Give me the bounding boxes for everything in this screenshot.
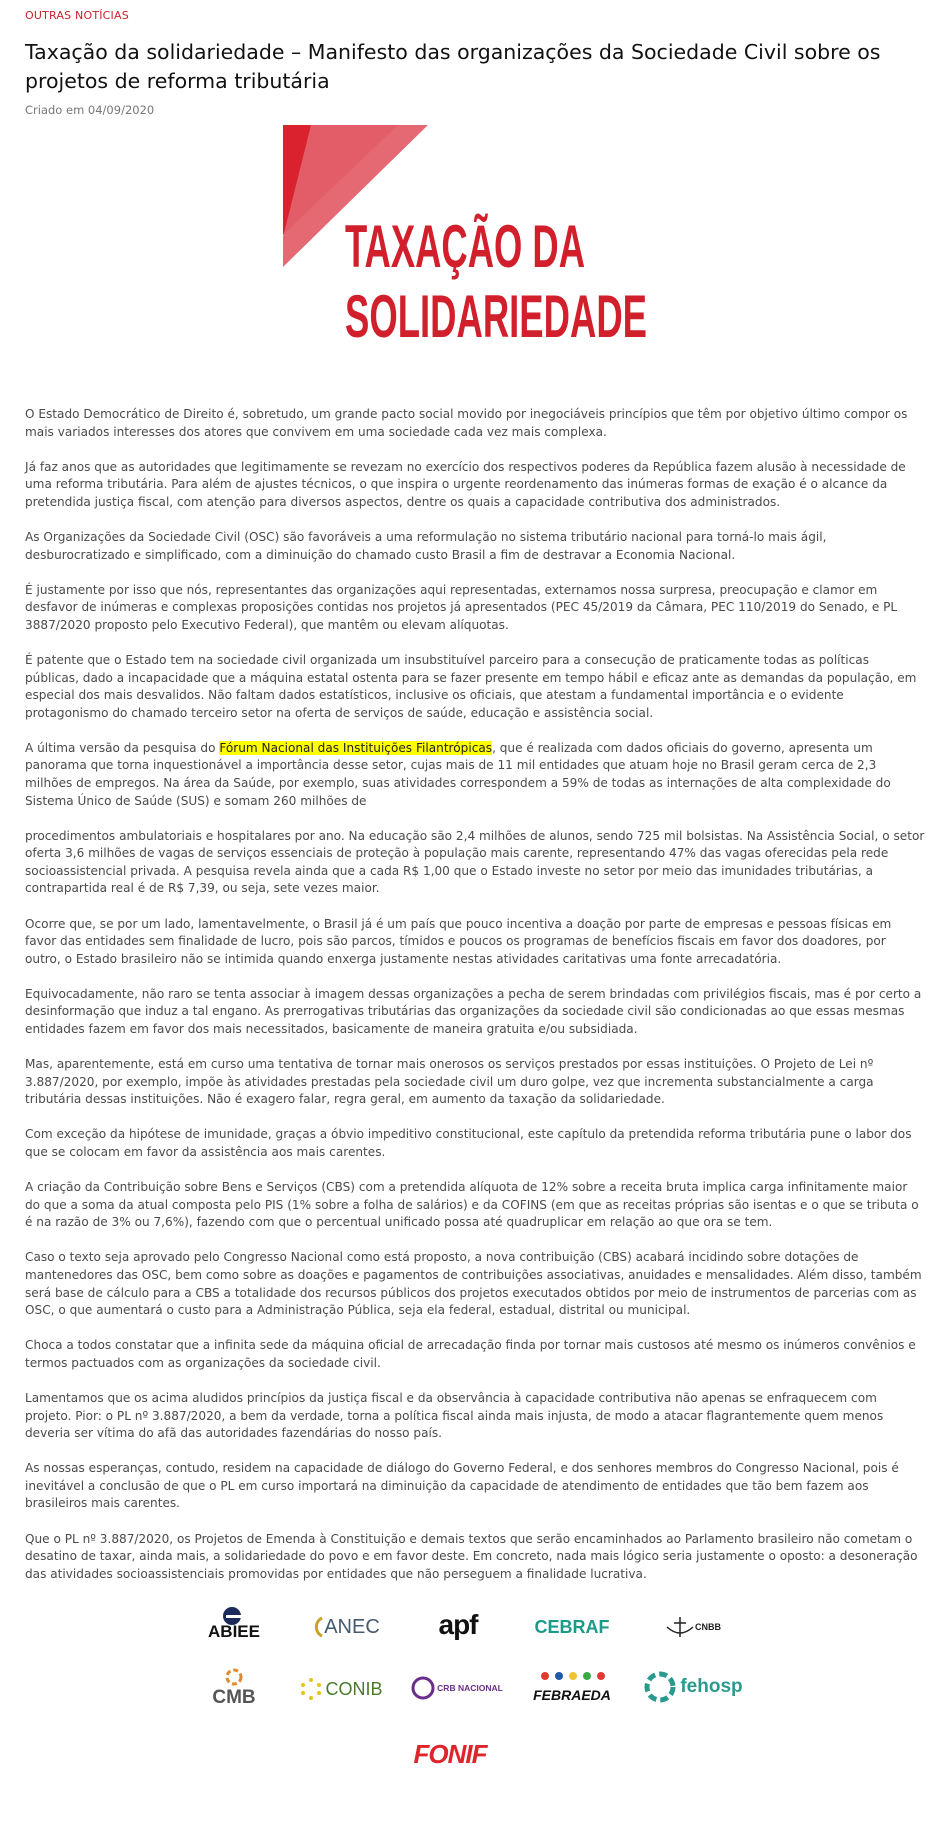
paragraph: Caso o texto seja aprovado pelo Congresso Nacional como está proposto, a nova contribuição (CBS) acabará incidindo sobre dotações de mantenedores das OSC, bem como sobre as doações e pagamentos de contribuições associativas, anuidades e mensalidades. Além disso, também será base de cálculo para a CBS a totalidade dos recursos públicos dos projetos executados obtidos por meio de instrumentos de parcerias com as OSC, o que aumentará o custo para a Administração Pública, seja ela federal, estadual, distrital ou municipal. — [25, 1250, 922, 1318]
logo-cmb: CMB — [206, 1662, 262, 1714]
paragraph: Que o PL nº 3.887/2020, os Projetos de Emenda à Constituição e demais textos que serão encaminhados ao Parlamento brasileiro não cometam o desatino de taxar, ainda mais, a solidariedade do povo e em favor deste. Em concreto, nada mais lógico seria justamente o oposto: a desoneração das atividades socioassistenciais promovidas por entidades que não perseguem a finalidade lucrativa. — [25, 1531, 918, 1581]
paragraph — [25, 740, 925, 810]
cmb-flower-icon — [223, 1667, 245, 1687]
paragraph: Com exceção da hipótese de imunidade, graças a óbvio impeditivo constitucional, este capítulo da pretendida reforma tributária pune o labor dos que se colocam em favor da assistência aos mais carentes. — [25, 1127, 912, 1159]
paragraph: O Estado Democrático de Direito é, sobretudo, um grande pacto social movido por inegociáveis princípios que têm por objetivo último compor os mais variados interesses dos atores que convivem em uma sociedade cada vez mais complexa. — [25, 407, 908, 439]
logo-anec: ANEC — [305, 1610, 385, 1644]
logo-cnbb: CNBB — [643, 1612, 743, 1642]
paragraph: As nossas esperanças, contudo, residem na capacidade de diálogo do Governo Federal, e dos senhores membros do Congresso Nacional, pois é inevitável a conclusão de que o PL em curso importará na diminuição da capacidade de atendimento de entidades que tão bem fazem aos brasileiros mais carentes. — [25, 1461, 899, 1511]
paragraph: Ocorre que, se por um lado, lamentavelmente, o Brasil já é um país que pouco incentiva a doação por parte de empresas e pessoas físicas em favor das entidades sem finalidade de lucro, pois são parcos, tímidos e poucos os programas de benefícios fiscais em favor dos doadores, por outro, o Estado brasileiro não se intimida quando enxerga justamente nestas atividades caritativas uma fonte arrecadatória. — [25, 916, 892, 966]
paragraph: A criação da Contribuição sobre Bens e Serviços (CBS) com a pretendida alíquota de 12% sobre a receita bruta implica carga infinitamente maior do que a soma da atual composta pelo PIS (1% sobre a folha de salários) e da COFINS (em que as receitas próprias são isentas e o que se tributa o é na razão de 3% ou 7,6%), fazendo com que o percentual unificado possa até quadruplicar em relação ao que ora se tem. — [25, 1180, 919, 1230]
cnbb-cross-icon — [665, 1615, 695, 1639]
logo-abiee: ABIEE — [196, 1600, 272, 1648]
hero-line2: SOLIDARIEDADE — [345, 283, 647, 350]
logo-fehosp: fehosp — [640, 1666, 746, 1708]
article-title: Taxação da solidariedade – Manifesto das organizações da Sociedade Civil sobre os projetos de reforma tributária — [25, 40, 881, 93]
logo-febraeda: FEBRAEDA — [532, 1664, 612, 1710]
hero-line1: TAXAÇÃO DA — [345, 213, 585, 280]
logo-crb: CRB NACIONAL — [405, 1672, 509, 1704]
paragraph: Já faz anos que as autoridades que legitimamente se revezam no exercício dos respectivos poderes da República fazem alusão à necessidade de uma reforma tributária. Para além de ajustes técnicos, o que inspira o urgente reordenamento das inúmeras formas de exação é o alcance da pretendida justiça fiscal, com atenção para diversos aspectos, dentre os quais a capacidade contributiva dos administrados. — [25, 459, 906, 509]
crb-emblem-icon — [411, 1676, 435, 1700]
logo-cebraf: CEBRAF — [534, 1616, 610, 1637]
paragraph-text: A última versão da pesquisa do — [25, 740, 220, 755]
paragraph: É justamente por isso que nós, representantes das organizações aqui representadas, externamos nossa surpresa, preocupação e clamor em desfavor de inúmeras e complexas proposições contidas nos projetos já apresentados (PEC 45/2019 da Câmara, PEC 110/2019 do Senado, e PL 3887/2020 proposto pelo Executivo Federal), que mantêm ou elevam alíquotas. — [25, 582, 898, 632]
paragraph: É patente que o Estado tem na sociedade civil organizada um insubstituível parceiro para a consecução de praticamente todas as políticas públicas, dado a incapacidade que a máquina estatal ostenta para se fazer presente em tempo hábil e eficaz ante as demandas da população, em especial dos mais desvalidos. Não faltam dados estatísticos, inclusive os oficiais, que atestam a fundamental importância e o evidente protagonismo do chamado terceiro setor na oferta de serviços de saúde, educação e assistência social. — [25, 652, 917, 720]
forum-link[interactable]: Fórum Nacional das Instituições Filantrópicas — [219, 740, 493, 755]
hero-image — [283, 125, 663, 350]
category-link[interactable]: OUTRAS NOTÍCIAS — [25, 9, 129, 22]
conib-star-icon — [299, 1677, 323, 1701]
anec-emblem-icon — [310, 1616, 324, 1638]
febraeda-people-icon — [537, 1671, 607, 1687]
paragraph: Choca a todos constatar que a infinita sede da máquina oficial de arrecadação finda por tornar mais custosos até mesmo os inúmeros convênios e termos pactuados com as organizações da sociedade civil. — [25, 1338, 916, 1370]
logo-apf: apf — [438, 1609, 478, 1640]
fehosp-emblem-icon — [643, 1670, 677, 1704]
paragraph: Lamentamos que os acima aludidos princípios da justiça fiscal e da observância à capacidade contributiva não apenas se enfraquecem com projeto. Pior: o PL nº 3.887/2020, a bem da verdade, torna a política fiscal ainda mais injusta, de modo a atacar flagrantemente quem menos deveria ser vítima do afã das autoridades fazendárias do nosso país. — [25, 1390, 884, 1441]
paragraph: Mas, aparentemente, está em curso uma tentativa de tornar mais onerosos os serviços prestados por essas instituições. O Projeto de Lei nº 3.887/2020, por exemplo, impõe às atividades prestadas pela sociedade civil um duro golpe, vez que incrementa substancialmente a carga tributária dessas instituições. Não é exagero falar, regra geral, em aumento da taxação da solidariedade. — [25, 1057, 874, 1107]
created-date: Criado em 04/09/2020 — [25, 103, 155, 117]
logo-conib: CONIB — [298, 1672, 384, 1706]
signatories-logos — [0, 1600, 950, 1790]
paragraph: Equivocadamente, não raro se tenta associar à imagem dessas organizações a pecha de serem brindadas com privilégios fiscais, mas é por certo a desinformação que induz a tal engano. As prerrogativas tributárias das organizações da sociedade civil são condicionadas ao que essas mesmas entidades fazem em favor dos mais necessitados, basicamente de maneira gratuita e/ou subsidiada. — [25, 986, 922, 1037]
article-body — [25, 406, 925, 1601]
paragraph-text: , que é realizada com dados oficiais do governo, apresenta um panorama que torna inquestionável a importância desse setor, cujas mais de 11 mil entidades que atuam hoje no Brasil geram cerca de 2,3 milhões de empregos. Na área da Saúde, por exemplo, suas atividades correspondem a 59% de todas as internações de alta complexidade do Sistema Único de Saúde (SUS) e somam 260 milhões de — [25, 740, 891, 808]
paragraph: procedimentos ambulatoriais e hospitalares por ano. Na educação são 2,4 milhões de alunos, sendo 725 mil bolsistas. Na Assistência Social, o setor oferta 3,6 milhões de vagas de serviços essenciais de proteção à população mais carente, representando 47% das vagas oferecidas pela rede socioassistencial privada. A pesquisa revela ainda que a cada R$ 1,00 que o Estado investe no setor por meio das imunidades tributárias, a contrapartida real é de R$ 7,39, ou seja, sete vezes maior. — [25, 828, 925, 896]
paragraph: As Organizações da Sociedade Civil (OSC) são favoráveis a uma reformulação no sistema tributário nacional para torná-lo mais ágil, desburocratizado e simplificado, com a diminuição do chamado custo Brasil a fim de destravar a Economia Nacional. — [25, 529, 827, 562]
logo-fonif: FONIF — [413, 1738, 487, 1769]
